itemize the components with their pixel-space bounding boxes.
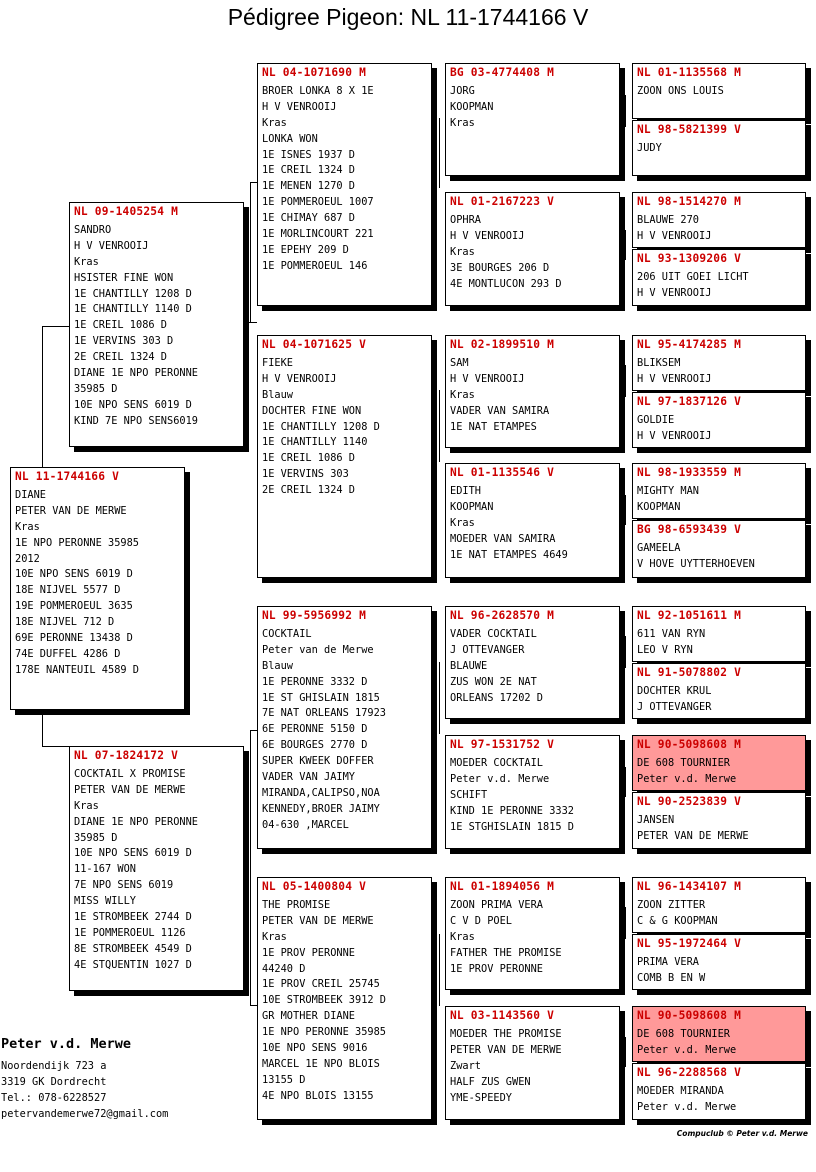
connector <box>439 118 440 188</box>
connector <box>625 95 626 127</box>
ring-number: NL 96-1434107 M <box>637 880 742 893</box>
card-line: GR MOTHER DIANE <box>262 1010 355 1023</box>
card-line: JANSEN <box>637 813 675 826</box>
card-line: Kras <box>450 116 475 129</box>
card-line: 1E CREIL 1324 D <box>262 164 355 177</box>
connector <box>439 390 440 462</box>
card-line: 10E NPO SENS 6019 D <box>74 398 192 411</box>
pigeon-card-g5[interactable] <box>632 934 806 990</box>
pigeon-card-great-grandparent[interactable] <box>445 735 620 849</box>
pigeon-card-g5[interactable] <box>632 792 806 849</box>
card-line: DIANE 1E NPO PERONNE <box>74 367 198 380</box>
pigeon-card-grandparent[interactable] <box>257 63 432 306</box>
card-line: Kras <box>262 930 287 943</box>
card-line: H V VENROOIJ <box>637 429 712 442</box>
card-line: 1E PROV CREIL 25745 <box>262 978 380 991</box>
card-line: 2012 <box>15 552 40 565</box>
card-line: 2E CREIL 1324 D <box>262 484 355 497</box>
card-line: KOOPMAN <box>637 500 681 513</box>
card-line: 1E STGHISLAIN 1815 D <box>450 820 574 833</box>
card-line: 6E PERONNE 5150 D <box>262 723 368 736</box>
connector <box>625 636 626 668</box>
pigeon-card-g5[interactable] <box>632 392 806 448</box>
card-line: 1E MORLINCOURT 221 <box>262 228 374 241</box>
card-line: H V VENROOIJ <box>637 372 712 385</box>
card-line: SANDRO <box>74 223 112 236</box>
ring-number: NL 09-1405254 M <box>74 205 179 218</box>
card-line: 13155 D <box>262 1073 306 1086</box>
ring-number: NL 97-1531752 V <box>450 738 555 751</box>
ring-number: NL 11-1744166 V <box>15 470 120 483</box>
card-line: ZUS WON 2E NAT <box>450 675 537 688</box>
card-line: 1E MENEN 1270 D <box>262 180 355 193</box>
card-line: 4E NPO BLOIS 13155 <box>262 1089 374 1102</box>
card-line: MISS WILLY <box>74 895 136 908</box>
card-line: 1E NAT ETAMPES 4649 <box>450 548 568 561</box>
card-line: Kras <box>74 255 99 268</box>
owner-address: Noordendijk 723 a <box>1 1060 107 1072</box>
pigeon-card-grandparent[interactable] <box>257 335 432 578</box>
ring-number: NL 99-5956992 M <box>262 609 367 622</box>
connector <box>250 322 257 323</box>
card-line: 10E NPO SENS 9016 <box>262 1042 368 1055</box>
card-line: 206 UIT GOEI LICHT <box>637 270 749 283</box>
ring-number: NL 98-1514270 M <box>637 195 742 208</box>
ring-number: NL 98-1933559 M <box>637 466 742 479</box>
card-line: 4E STQUENTIN 1027 D <box>74 958 192 971</box>
card-line: SAM <box>450 356 469 369</box>
ring-number: NL 01-2167223 V <box>450 195 555 208</box>
card-line: 19E POMMEROEUL 3635 <box>15 600 133 613</box>
card-line: Peter v.d. Merwe <box>637 1100 737 1113</box>
card-line: COCKTAIL X PROMISE <box>74 767 186 780</box>
pigeon-card-g5[interactable] <box>632 335 806 391</box>
ring-number: NL 97-1837126 V <box>637 395 742 408</box>
card-line: 8E STROMBEEK 4549 D <box>74 942 192 955</box>
card-line: 18E NIJVEL 712 D <box>15 616 115 629</box>
card-line: Kras <box>450 388 475 401</box>
ring-number: NL 07-1824172 V <box>74 749 179 762</box>
pigeon-card-g5[interactable] <box>632 63 806 119</box>
ring-number: NL 90-5098608 M <box>637 1009 742 1022</box>
card-line: 1E POMMEROEUL 1007 <box>262 196 374 209</box>
card-line: J OTTEVANGER <box>450 643 525 656</box>
connector <box>625 230 626 260</box>
card-line: LONKA WON <box>262 132 318 145</box>
pigeon-card-mother[interactable] <box>69 746 244 991</box>
pigeon-card-great-grandparent[interactable] <box>445 63 620 176</box>
pigeon-card-grandparent[interactable] <box>257 877 432 1120</box>
card-line: GAMEELA <box>637 541 681 554</box>
connector <box>625 495 626 525</box>
pigeon-card-great-grandparent[interactable] <box>445 463 620 578</box>
card-line: PETER VAN DE MERWE <box>262 914 374 927</box>
connector <box>625 365 626 397</box>
card-line: MOEDER VAN SAMIRA <box>450 532 556 545</box>
card-line: BLAUWE <box>450 659 488 672</box>
card-line: COMB B EN W <box>637 971 706 984</box>
card-line: PETER VAN DE MERWE <box>450 1043 562 1056</box>
card-line: 11-167 WON <box>74 863 136 876</box>
card-line: Kras <box>15 520 40 533</box>
owner-phone: Tel.: 078-6228527 <box>1 1092 107 1104</box>
card-line: V HOVE UYTTERHOEVEN <box>637 557 755 570</box>
card-line: 44240 D <box>262 962 306 975</box>
footer-credit: Compuclub © Peter v.d. Merwe <box>676 1129 808 1138</box>
card-line: HALF ZUS GWEN <box>450 1075 531 1088</box>
owner-email[interactable]: petervandemerwe72@gmail.com <box>1 1108 169 1120</box>
connector <box>625 907 626 939</box>
card-line: 1E PROV PERONNE <box>262 946 355 959</box>
card-line: MIRANDA,CALIPSO,NOA <box>262 786 380 799</box>
card-line: KIND 7E NPO SENS6019 <box>74 414 198 427</box>
pigeon-card-subject[interactable] <box>10 467 185 710</box>
card-line: 6E BOURGES 2770 D <box>262 739 368 752</box>
card-line: Kras <box>74 799 99 812</box>
card-line: DOCHTER FINE WON <box>262 404 362 417</box>
card-line: ORLEANS 17202 D <box>450 691 543 704</box>
card-line: Peter van de Merwe <box>262 643 374 656</box>
card-line: Kras <box>262 116 287 129</box>
card-line: 1E CREIL 1086 D <box>74 319 167 332</box>
pigeon-card-g5[interactable] <box>632 877 806 933</box>
pigeon-card-g5[interactable] <box>632 520 806 578</box>
card-line: DE 608 TOURNIER <box>637 1027 730 1040</box>
connector <box>250 1005 257 1006</box>
card-line: 69E PERONNE 13438 D <box>15 632 133 645</box>
ring-number: NL 02-1899510 M <box>450 338 555 351</box>
pigeon-card-father[interactable] <box>69 202 244 447</box>
card-line: 7E NPO SENS 6019 <box>74 879 174 892</box>
card-line: H V VENROOIJ <box>74 239 149 252</box>
card-line: MIGHTY MAN <box>637 484 699 497</box>
ring-number: NL 96-2628570 M <box>450 609 555 622</box>
card-line: 1E VERVINS 303 D <box>74 335 174 348</box>
card-line: SUPER KWEEK DOFFER <box>262 755 374 768</box>
card-line: MOEDER THE PROMISE <box>450 1027 562 1040</box>
card-line: KOOPMAN <box>450 500 494 513</box>
ring-number: BG 98-6593439 V <box>637 523 742 536</box>
card-line: MARCEL 1E NPO BLOIS <box>262 1057 380 1070</box>
pigeon-card-great-grandparent[interactable] <box>445 1006 620 1120</box>
card-line: JORG <box>450 84 475 97</box>
card-line: J OTTEVANGER <box>637 700 712 713</box>
card-line: H V VENROOIJ <box>450 229 525 242</box>
card-line: 1E CHANTILLY 1140 <box>262 436 368 449</box>
card-line: PETER VAN DE MERWE <box>15 504 127 517</box>
card-line: C V D POEL <box>450 914 512 927</box>
card-line: 1E POMMEROEUL 146 <box>262 259 368 272</box>
pigeon-card-g5[interactable] <box>632 606 806 662</box>
card-line: DIANE <box>15 488 46 501</box>
ring-number: NL 04-1071690 M <box>262 66 367 79</box>
card-line: 1E VERVINS 303 <box>262 468 349 481</box>
connector <box>250 182 257 183</box>
card-line: MOEDER MIRANDA <box>637 1084 724 1097</box>
ring-number: NL 95-4174285 M <box>637 338 742 351</box>
card-line: 1E PROV PERONNE <box>450 962 543 975</box>
card-line: 178E NANTEUIL 4589 D <box>15 663 139 676</box>
ring-number: NL 01-1135568 M <box>637 66 742 79</box>
ring-number: NL 96-2288568 V <box>637 1066 742 1079</box>
connector <box>42 326 69 327</box>
card-line: VADER VAN SAMIRA <box>450 404 550 417</box>
card-line: 611 VAN RYN <box>637 627 706 640</box>
card-line: YME-SPEEDY <box>450 1091 512 1104</box>
card-line: Zwart <box>450 1059 481 1072</box>
card-line: BLAUWE 270 <box>637 213 699 226</box>
card-line: DOCHTER KRUL <box>637 684 712 697</box>
card-line: KOOPMAN <box>450 100 494 113</box>
pigeon-card-g5[interactable] <box>632 192 806 248</box>
card-line: Peter v.d. Merwe <box>637 1043 737 1056</box>
pigeon-card-g5[interactable] <box>632 663 806 719</box>
card-line: H V VENROOIJ <box>262 372 337 385</box>
card-line: 3E BOURGES 206 D <box>450 261 550 274</box>
card-line: Kras <box>450 930 475 943</box>
card-line: ZOON ZITTER <box>637 898 706 911</box>
card-line: Kras <box>450 245 475 258</box>
card-line: 10E STROMBEEK 3912 D <box>262 994 386 1007</box>
card-line: HSISTER FINE WON <box>74 271 174 284</box>
ring-number: NL 03-1143560 V <box>450 1009 555 1022</box>
pigeon-card-g5[interactable] <box>632 1063 806 1120</box>
card-line: OPHRA <box>450 213 481 226</box>
pigeon-card-g5[interactable] <box>632 463 806 519</box>
card-line: VADER VAN JAIMY <box>262 771 355 784</box>
card-line: FIEKE <box>262 356 293 369</box>
card-line: 1E CREIL 1086 D <box>262 452 355 465</box>
card-line: 1E STROMBEEK 2744 D <box>74 911 192 924</box>
card-line: 1E NPO PERONNE 35985 <box>262 1026 386 1039</box>
card-line: Kras <box>450 516 475 529</box>
pigeon-card-grandparent[interactable] <box>257 606 432 849</box>
card-line: 1E POMMEROEUL 1126 <box>74 926 186 939</box>
card-line: PETER VAN DE MERWE <box>637 829 749 842</box>
page-title: Pédigree Pigeon: NL 11-1744166 V <box>227 4 589 30</box>
pigeon-card-g5[interactable] <box>632 120 806 176</box>
card-line: H V VENROOIJ <box>637 229 712 242</box>
card-line: JUDY <box>637 141 662 154</box>
ring-number: NL 04-1071625 V <box>262 338 367 351</box>
card-line: 35985 D <box>74 831 118 844</box>
pigeon-card-g5[interactable] <box>632 249 806 306</box>
card-line: LEO V RYN <box>637 643 693 656</box>
pigeon-card-great-grandparent[interactable] <box>445 877 620 990</box>
card-line: Peter v.d. Merwe <box>450 772 550 785</box>
card-line: Blauw <box>262 388 293 401</box>
card-line: BLIKSEM <box>637 356 681 369</box>
ring-number: NL 92-1051611 M <box>637 609 742 622</box>
connector <box>42 746 69 747</box>
card-line: KENNEDY,BROER JAIMY <box>262 802 380 815</box>
card-line: SCHIFT <box>450 788 488 801</box>
card-line: 35985 D <box>74 382 118 395</box>
card-line: Blauw <box>262 659 293 672</box>
connector <box>439 934 440 1006</box>
card-line: PRIMA VERA <box>637 955 699 968</box>
connector <box>250 730 257 731</box>
connector <box>250 182 251 322</box>
owner-info <box>1 1036 168 1122</box>
ring-number: NL 98-5821399 V <box>637 123 742 136</box>
ring-number: NL 90-2523839 V <box>637 795 742 808</box>
card-line: 1E CHANTILLY 1208 D <box>74 287 192 300</box>
card-line: EDITH <box>450 484 481 497</box>
card-line: 1E ISNES 1937 D <box>262 148 355 161</box>
card-line: Peter v.d. Merwe <box>637 772 737 785</box>
card-line: 1E CHANTILLY 1140 D <box>74 303 192 316</box>
ring-number: NL 01-1135546 V <box>450 466 555 479</box>
card-line: 74E DUFFEL 4286 D <box>15 647 121 660</box>
pigeon-card-great-grandparent[interactable] <box>445 335 620 448</box>
card-line: KIND 1E PERONNE 3332 <box>450 804 574 817</box>
card-line: 2E CREIL 1324 D <box>74 351 167 364</box>
pigeon-card-g5-highlighted[interactable] <box>632 735 806 791</box>
card-line: PETER VAN DE MERWE <box>74 783 186 796</box>
ring-number: NL 91-5078802 V <box>637 666 742 679</box>
card-line: 1E NAT ETAMPES <box>450 420 537 433</box>
card-line: 1E EPEHY 209 D <box>262 243 349 256</box>
card-line: 4E MONTLUCON 293 D <box>450 277 562 290</box>
card-line: ZOON ONS LOUIS <box>637 84 724 97</box>
card-line: 1E CHIMAY 687 D <box>262 212 355 225</box>
card-line: 1E CHANTILLY 1208 D <box>262 420 380 433</box>
card-line: 7E NAT ORLEANS 17923 <box>262 707 386 720</box>
card-line: DE 608 TOURNIER <box>637 756 730 769</box>
card-line: MOEDER COCKTAIL <box>450 756 543 769</box>
card-line: 04-630 ,MARCEL <box>262 818 349 831</box>
ring-number: NL 05-1400804 V <box>262 880 367 893</box>
card-line: 10E NPO SENS 6019 D <box>74 847 192 860</box>
card-line: 1E ST GHISLAIN 1815 <box>262 691 380 704</box>
connector <box>625 1037 626 1067</box>
card-line: H V VENROOIJ <box>262 100 337 113</box>
card-line: DIANE 1E NPO PERONNE <box>74 815 198 828</box>
card-line: C & G KOOPMAN <box>637 914 718 927</box>
card-line: ZOON PRIMA VERA <box>450 898 543 911</box>
connector <box>250 730 251 1005</box>
ring-number: NL 95-1972464 V <box>637 937 742 950</box>
card-line: 1E PERONNE 3332 D <box>262 675 368 688</box>
owner-city: 3319 GK Dordrecht <box>1 1076 107 1088</box>
pigeon-card-great-grandparent[interactable] <box>445 606 620 719</box>
card-line: BROER LONKA 8 X 1E <box>262 84 374 97</box>
connector <box>625 767 626 797</box>
pigeon-card-g5-highlighted[interactable] <box>632 1006 806 1062</box>
card-line: 10E NPO SENS 6019 D <box>15 568 133 581</box>
card-line: GOLDIE <box>637 413 675 426</box>
ring-number: NL 90-5098608 M <box>637 738 742 751</box>
card-line: H V VENROOIJ <box>450 372 525 385</box>
pigeon-card-great-grandparent[interactable] <box>445 192 620 306</box>
card-line: 1E NPO PERONNE 35985 <box>15 536 139 549</box>
owner-name: Peter v.d. Merwe <box>1 1036 132 1052</box>
card-line: H V VENROOIJ <box>637 286 712 299</box>
ring-number: NL 93-1309206 V <box>637 252 742 265</box>
card-line: THE PROMISE <box>262 898 331 911</box>
card-line: COCKTAIL <box>262 627 312 640</box>
card-line: VADER COCKTAIL <box>450 627 537 640</box>
ring-number: BG 03-4774408 M <box>450 66 555 79</box>
connector <box>439 662 440 734</box>
card-line: FATHER THE PROMISE <box>450 946 562 959</box>
ring-number: NL 01-1894056 M <box>450 880 555 893</box>
card-line: 18E NIJVEL 5577 D <box>15 584 121 597</box>
